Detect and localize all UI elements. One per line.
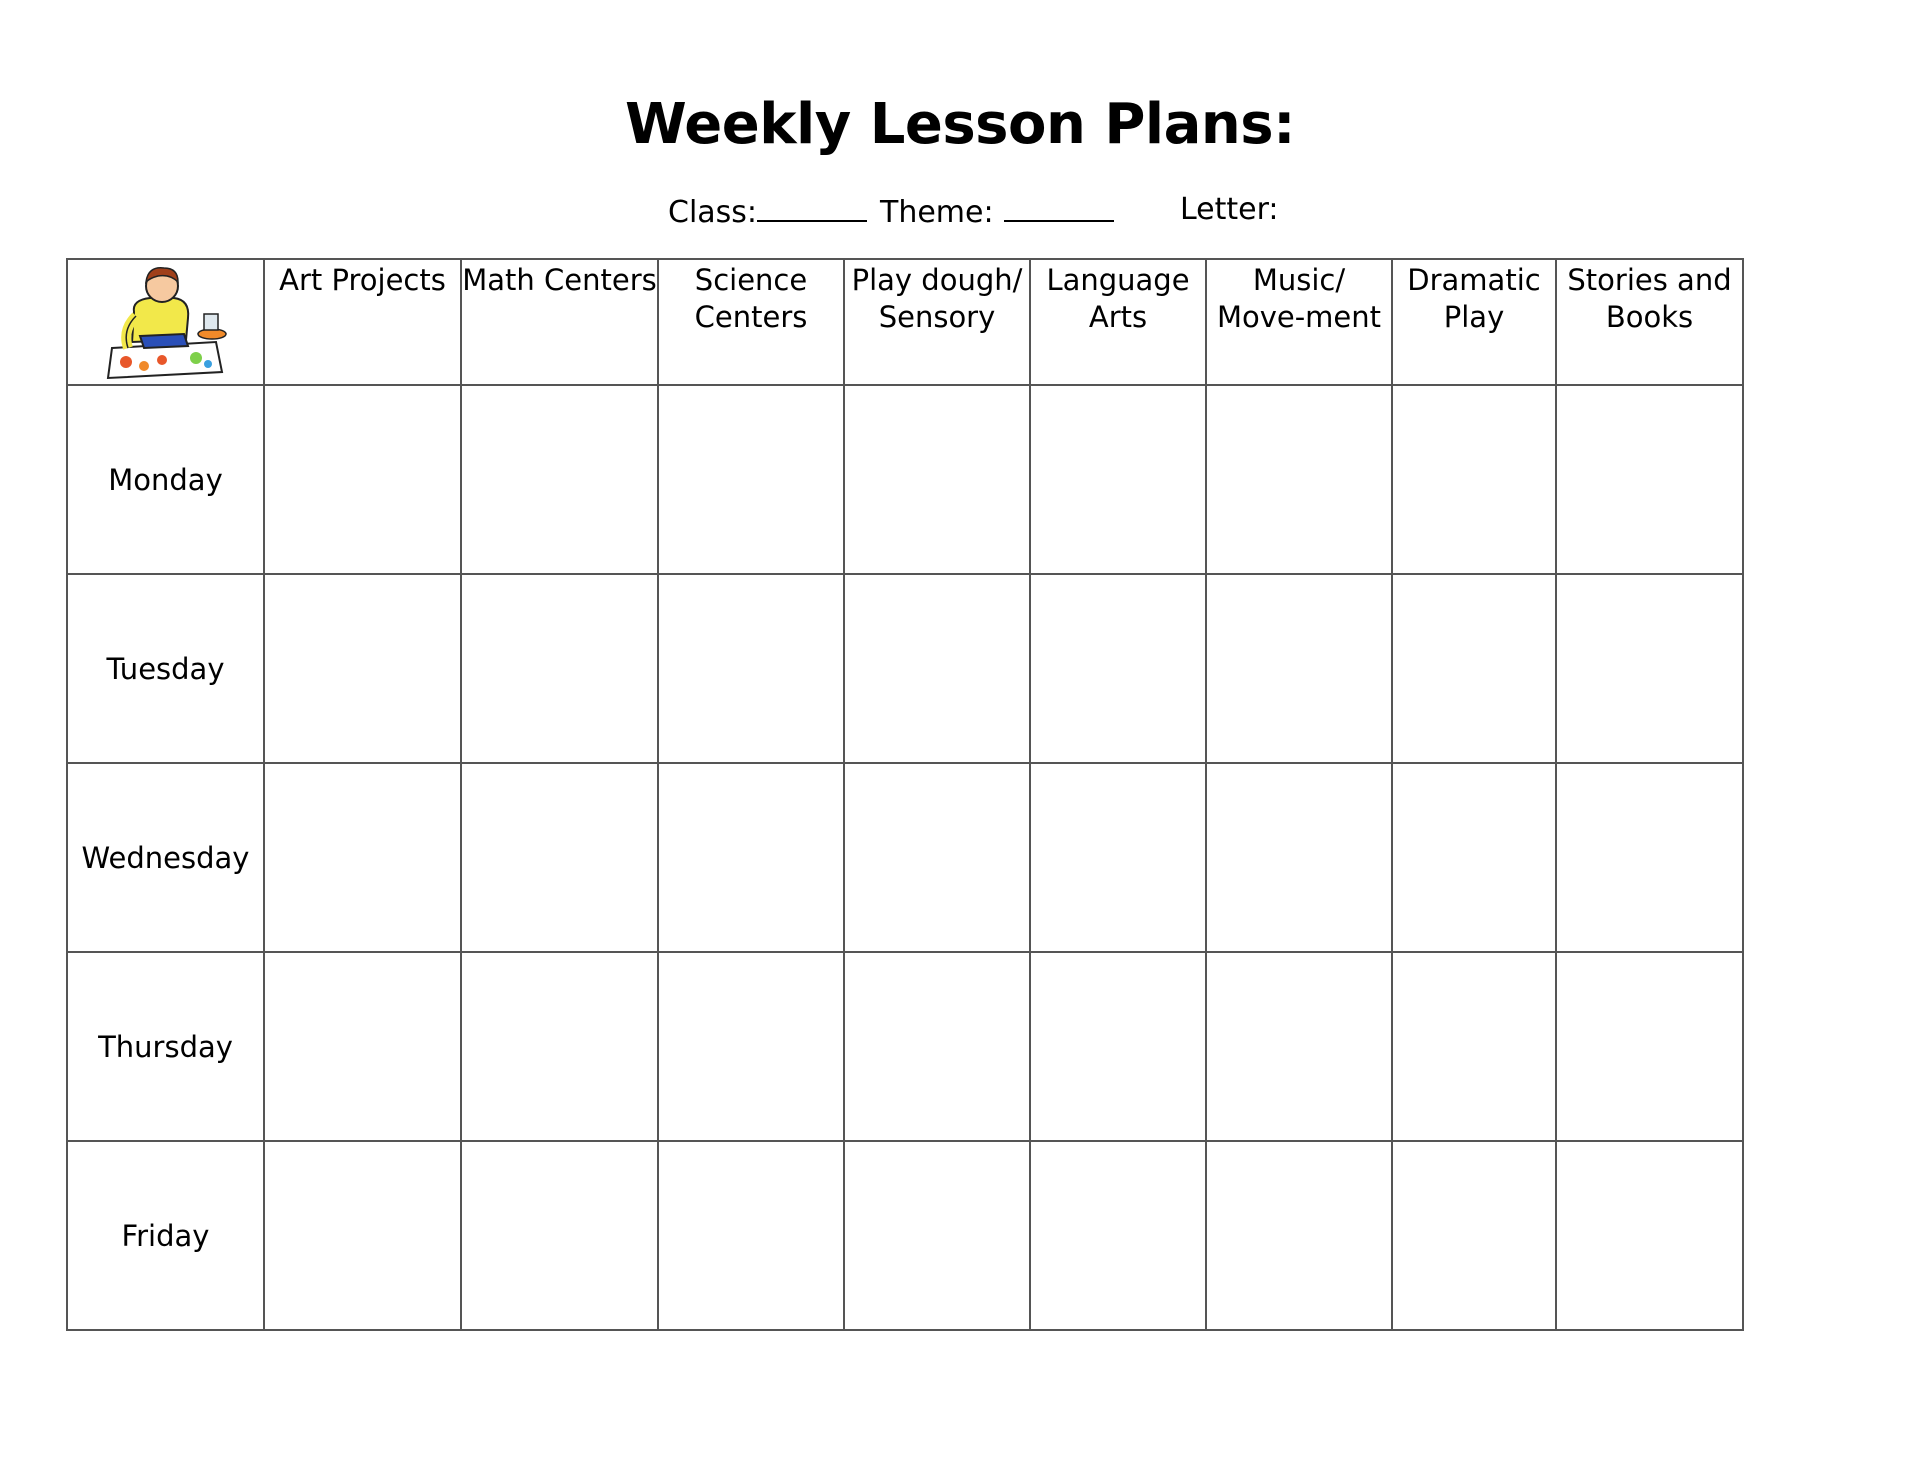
- plan-cell[interactable]: [658, 574, 844, 763]
- header-fields: [0, 190, 1920, 230]
- plan-cell[interactable]: [1392, 952, 1556, 1141]
- plan-cell[interactable]: [658, 1141, 844, 1330]
- plan-cell[interactable]: [844, 1141, 1030, 1330]
- plan-cell[interactable]: [1206, 1141, 1392, 1330]
- col-science-centers: Science Centers: [658, 259, 844, 385]
- class-label: Class:: [668, 195, 758, 230]
- plan-cell[interactable]: [1556, 574, 1743, 763]
- table-row: [67, 574, 1743, 763]
- plan-cell[interactable]: [1030, 763, 1206, 952]
- plan-cell[interactable]: [658, 385, 844, 574]
- plan-cell[interactable]: [1556, 952, 1743, 1141]
- page-title: Weekly Lesson Plans:: [625, 92, 1295, 157]
- child-finger-painting-icon: [104, 260, 234, 380]
- plan-cell[interactable]: [1030, 1141, 1206, 1330]
- plan-cell[interactable]: [264, 574, 461, 763]
- plan-cell[interactable]: [1030, 574, 1206, 763]
- lesson-plan-table: [66, 258, 1744, 1331]
- plan-cell[interactable]: [1556, 1141, 1743, 1330]
- plan-cell[interactable]: [844, 385, 1030, 574]
- plan-cell[interactable]: [1392, 1141, 1556, 1330]
- day-label-friday: Friday: [67, 1141, 264, 1330]
- day-label-tuesday: Tuesday: [67, 574, 264, 763]
- plan-cell[interactable]: [461, 952, 658, 1141]
- plan-cell[interactable]: [1392, 385, 1556, 574]
- plan-cell[interactable]: [461, 574, 658, 763]
- col-play-dough-sensory: Play dough/ Sensory: [844, 259, 1030, 385]
- plan-cell[interactable]: [1030, 952, 1206, 1141]
- col-music-movement: Music/ Move-ment: [1206, 259, 1392, 385]
- corner-cell: [67, 259, 264, 385]
- plan-cell[interactable]: [461, 385, 658, 574]
- col-language-arts: Language Arts: [1030, 259, 1206, 385]
- plan-cell[interactable]: [1556, 385, 1743, 574]
- plan-cell[interactable]: [658, 763, 844, 952]
- day-label-wednesday: Wednesday: [67, 763, 264, 952]
- letter-label: Letter:: [1180, 192, 1279, 227]
- plan-cell[interactable]: [264, 1141, 461, 1330]
- plan-cell[interactable]: [844, 763, 1030, 952]
- class-field[interactable]: [668, 190, 867, 233]
- plan-cell[interactable]: [461, 763, 658, 952]
- col-math-centers: Math Centers: [461, 259, 658, 385]
- day-label-thursday: Thursday: [67, 952, 264, 1141]
- plan-cell[interactable]: [1206, 385, 1392, 574]
- theme-label: Theme:: [880, 195, 994, 230]
- table-row: [67, 952, 1743, 1141]
- plan-cell[interactable]: [264, 385, 461, 574]
- plan-cell[interactable]: [844, 574, 1030, 763]
- class-blank[interactable]: [757, 190, 867, 222]
- plan-cell[interactable]: [1206, 763, 1392, 952]
- plan-cell[interactable]: [658, 952, 844, 1141]
- plan-cell[interactable]: [1030, 385, 1206, 574]
- theme-field[interactable]: [880, 190, 1114, 233]
- table-row: [67, 385, 1743, 574]
- table-row: [67, 1141, 1743, 1330]
- col-stories-and-books: Stories and Books: [1556, 259, 1743, 385]
- plan-cell[interactable]: [461, 1141, 658, 1330]
- plan-cell[interactable]: [1556, 763, 1743, 952]
- plan-cell[interactable]: [1392, 574, 1556, 763]
- plan-cell[interactable]: [1206, 952, 1392, 1141]
- day-label-monday: Monday: [67, 385, 264, 574]
- letter-field[interactable]: [1180, 190, 1279, 230]
- header-row: [67, 259, 1743, 385]
- theme-blank[interactable]: [1004, 190, 1114, 222]
- plan-cell[interactable]: [264, 763, 461, 952]
- col-dramatic-play: Dramatic Play: [1392, 259, 1556, 385]
- plan-cell[interactable]: [264, 952, 461, 1141]
- table-row: [67, 763, 1743, 952]
- plan-cell[interactable]: [1392, 763, 1556, 952]
- plan-cell[interactable]: [844, 952, 1030, 1141]
- plan-cell[interactable]: [1206, 574, 1392, 763]
- col-art-projects: Art Projects: [264, 259, 461, 385]
